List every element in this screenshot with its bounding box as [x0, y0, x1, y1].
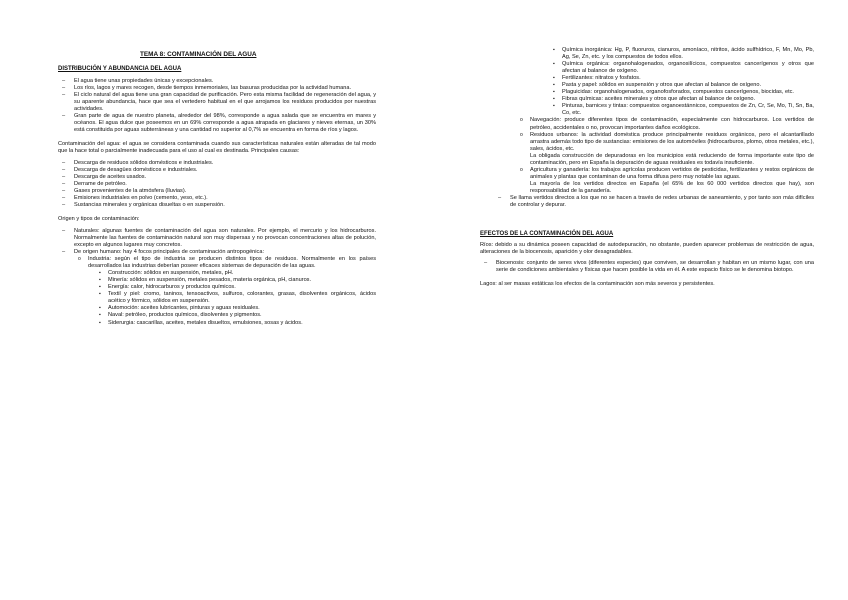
- list-item: [516, 167, 814, 195]
- list-item: ▪ Textil y piel: cromo, taninos, tensoactivos, sulfuros, colorantes, grasas, disolventes orgánicos, ácidos acético y fórmico, sólidos en suspensión.: [96, 291, 376, 305]
- industry-types-list: [96, 270, 376, 326]
- causes-list: [58, 160, 376, 209]
- list-item: – Los ríos, lagos y mares recogen, desde tiempos inmemoriales, las basuras producidas por la actividad humana.: [58, 85, 376, 92]
- list-item: – Descarga de desagües domésticos e industriales.: [58, 167, 376, 174]
- distribution-heading: DISTRIBUCIÓN Y ABUNDANCIA DEL AGUA: [58, 66, 182, 72]
- list-item: – Gases provenientes de la atmósfera (lluvias).: [58, 188, 376, 195]
- list-item: ▪ Minería: sólidos en suspensión, metales pesados, materia orgánica, pH, cianuros.: [96, 277, 376, 284]
- list-item: – Gran parte de agua de nuestro planeta, alrededor del 98%, corresponde a agua salada que se encuentra en mares y océanos. El agua dulce que poseemos en un 69% corresponde a agua atrapada en glaciares y nieves eternas, un 30% está constituida por aguas subterráneas y una cantidad no superior al 0,7% se encuentra en forma de ríos y lagos.: [58, 113, 376, 134]
- effects-heading: EFECTOS DE LA CONTAMINACIÓN DEL AGUA: [480, 231, 614, 238]
- list-item: [74, 256, 376, 326]
- list-item: – Descarga de residuos sólidos domésticos e industriales.: [58, 160, 376, 167]
- list-item: ▪ Automoción: aceites lubricantes, pinturas y aguas residuales.: [96, 305, 376, 312]
- urban-waste-note: La obligada construcción de depuradoras en los municipios está reduciendo de forma importante este tipo de contaminación, pero en España la depuración de aguas residuales es todavía insuficiente.: [530, 152, 814, 166]
- lakes-paragraph: Lagos: al ser masas estáticas los efectos de la contaminación son más severos y persistentes.: [480, 281, 715, 288]
- list-item: – Naturales: algunas fuentes de contaminación del agua son naturales. Por ejemplo, el mercurio y los hidrocarburos. Normalmente las fuentes de contaminación natural son muy dispersas y no provocan concentraciones altas de polución, excepto en algunos lugares muy concretos.: [58, 228, 376, 249]
- left-column: [58, 66, 376, 327]
- list-item: – Se llama vertidos directos a los que no se hacen a través de redes urbanas de saneamiento, y por tanto son más difíciles de controlar y depurar.: [494, 195, 814, 209]
- rivers-paragraph: Ríos: debido a su dinámica poseen capacidad de autodepuración, no obstante, pueden aparecer problemas de restricción de agua, alteraciones de la biocenosis, aparición y olor desagradables.: [480, 242, 814, 256]
- pollution-sources-list: [516, 117, 814, 195]
- origin-heading: Origen y tipos de contaminación:: [58, 215, 140, 222]
- agriculture-note: La mayoría de los vertidos directos en España (el 65% de los 60 000 vertidos directos que hay), son responsabilidad de la ganadería.: [530, 180, 814, 194]
- list-item: ▪ Fertilizantes: nitratos y fosfatos.: [550, 75, 814, 82]
- industry-sublist: [74, 256, 376, 326]
- list-item: ▪ Plaguicidas: organohalogenados, organofosforados, compuestos cancerígenos, biocidas, etc.: [550, 89, 814, 96]
- list-item: ▪ Química orgánica: organohalogenados, organosilícicos, compuestos cancerígenos y otros que afectan al balance de oxígeno.: [550, 61, 814, 75]
- list-item: ▪ Construcción: sólidos en suspensión, metales, pH.: [96, 270, 376, 277]
- list-item: o Navegación: produce diferentes tipos de contaminación, especialmente con hidrocarburos. Los vertidos de petróleo, accidentales o no, provocan importantes daños ecológicos.: [516, 117, 814, 131]
- list-item: – Emisiones industriales en polvo (cemento, yeso, etc.).: [58, 195, 376, 202]
- agriculture-text: Agricultura y ganadería: los trabajos agrícolas producen vertidos de pesticidas, fertilizantes y restos orgánicos de animales y plantas que contaminan de una forma difusa pero muy notable las aguas.: [530, 166, 814, 180]
- list-item: – El agua tiene unas propiedades únicas y excepcionales.: [58, 78, 376, 85]
- list-item: ▪ Siderurgia: cascarillas, aceites, metales disueltos, emulsiones, sosas y ácidos.: [96, 320, 376, 327]
- list-item: [516, 132, 814, 167]
- list-item: ▪ Energía: calor, hidrocarburos y productos químicos.: [96, 284, 376, 291]
- list-item: ▪ Naval: petróleo, productos químicos, disolventes y pigmentos.: [96, 312, 376, 319]
- direct-discharge-list: [494, 195, 814, 209]
- list-item: – Derrame de petróleo.: [58, 181, 376, 188]
- human-origin-text: De origen humano: hay 4 focos principales de contaminación antropogénica:: [74, 249, 264, 256]
- list-item: ▪ Fibras químicas: aceites minerales y otros que afectan al balance de oxígeno.: [550, 96, 814, 103]
- biocenosis-list: [480, 260, 814, 274]
- industry-types-list-continued: [550, 47, 814, 117]
- list-item: – El ciclo natural del agua tiene una gran capacidad de purificación. Pero esta misma facilidad de regeneración del agua, y su aparente abundancia, hace que sea el vertedero habitual en el que arrojamos los residuos producidos por nuestras actividades.: [58, 92, 376, 113]
- page-title: TEMA 8: CONTAMINACIÓN DEL AGUA: [140, 51, 257, 58]
- origin-list: [58, 228, 376, 327]
- right-column: [480, 47, 814, 288]
- list-item: – Descarga de aceites usados.: [58, 174, 376, 181]
- list-item: – Sustancias minerales y orgánicas disueltas o en suspensión.: [58, 202, 376, 209]
- urban-waste-text: Residuos urbanos: la actividad doméstica produce principalmente residuos orgánicos, pero el alcantarillado arrastra además todo tipo de sustancias: emisiones de los automóviles (hidrocarburos, plomo, otros metales, etc.), sales, ácidos, etc.: [530, 131, 814, 152]
- list-item: ▪ Química inorgánica: Hg, P, fluoruros, cianuros, amoníaco, nitritos, ácido sulfhídrico, F, Mn, Mo, Pb, Ag, Se, Zn, etc. y los compuestos de todos ellos.: [550, 47, 814, 61]
- list-item: – Biocenosis: conjunto de seres vivos (diferentes especies) que conviven, se desarrollan y habitan en un mismo lugar, con una serie de condiciones ambientales y físicas que hacen posible la vida en él. A este espacio físico se le denomina biotopo.: [480, 260, 814, 274]
- list-item: ▪ Pinturas, barnices y tintas: compuestos organoestánnicos, compuestos de Zn, Cr, Se, Mo, Ti, Sn, Ba, Co, etc.: [550, 103, 814, 117]
- list-item: [58, 249, 376, 327]
- contamination-definition: Contaminación del agua: el agua se considera contaminada cuando sus características naturales están alteradas de tal modo que la hace total o parcialmente inadecuada para el uso al cual es destinada. Principales causas:: [58, 141, 376, 155]
- industry-text: Industria: según el tipo de industria se producen distintos tipos de residuos. Normalmente en los países desarrollados las industrias deberían poseer eficaces sistemas de depuración de las aguas.: [88, 256, 376, 270]
- list-item: ▪ Pasta y papel: sólidos en suspensión y otros que afectan al balance de oxígeno.: [550, 82, 814, 89]
- distribution-list: [58, 78, 376, 134]
